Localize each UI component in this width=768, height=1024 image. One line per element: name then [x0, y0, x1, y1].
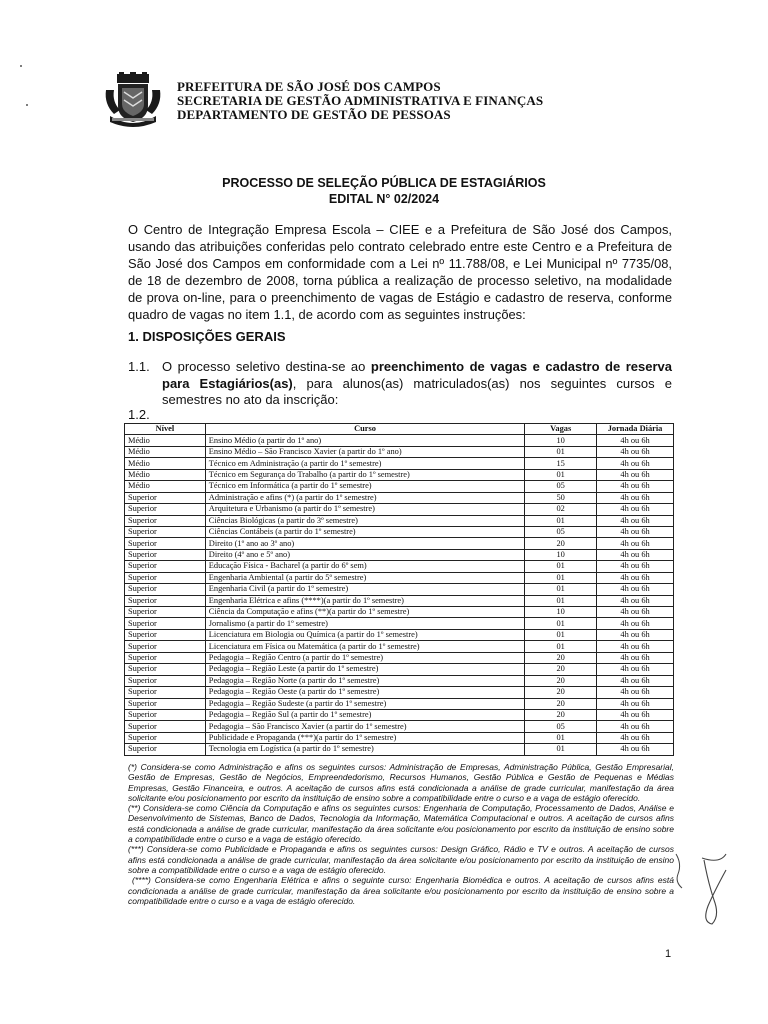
cell-course: Tecnologia em Logística (a partir do 1º semestre): [205, 744, 525, 755]
cell-vacancies: 01: [525, 732, 597, 743]
cell-course: Pedagogia – Região Norte (a partir do 1º semestre): [205, 675, 525, 686]
cell-workday: 4h ou 6h: [597, 549, 674, 560]
cell-workday: 4h ou 6h: [597, 572, 674, 583]
coat-of-arms-icon: [104, 72, 162, 128]
item-1-1-text: [162, 359, 672, 409]
cell-course: Administração e afins (*) (a partir do 1º semestre): [205, 492, 525, 503]
cell-workday: 4h ou 6h: [597, 652, 674, 663]
table-body: [125, 435, 674, 755]
scan-speck: [20, 65, 22, 67]
cell-level: Superior: [125, 618, 206, 629]
cell-vacancies: 01: [525, 572, 597, 583]
cell-vacancies: 05: [525, 481, 597, 492]
table-row: [125, 732, 674, 743]
cell-workday: 4h ou 6h: [597, 481, 674, 492]
item-text-post: , para alunos(as) matriculados(as) nos seguintes cursos e semestres no ato da inscrição:: [162, 375, 672, 408]
cell-workday: 4h ou 6h: [597, 538, 674, 549]
cell-level: Médio: [125, 458, 206, 469]
table-row: [125, 641, 674, 652]
table-row: [125, 652, 674, 663]
table-row: [125, 607, 674, 618]
edital-number: EDITAL N° 02/2024: [328, 192, 440, 206]
scan-speck: [26, 104, 28, 106]
cell-course: Direito (4º ano e 5º ano): [205, 549, 525, 560]
footnote: (*) Considera-se como Administração e afins os seguintes cursos: Administração de Empresas, Administração Pública, Gestão Empresarial, Gestão de Empresas, Gestão de Negócios, Empreendedorismo, Recursos Humanos, Gestão Pública e Gestão de Pequenas e Médias Empresas, Gestão Financeira, e outros. A aceitação de cursos afins está condicionada a análise de grade curricular, manifestação da área solicitante e/ou posicionamento por escrito da instituição de ensino sobre a compatibilidade entre o curso e a vaga de estágio oferecido.: [128, 762, 674, 803]
cell-vacancies: 01: [525, 595, 597, 606]
cell-level: Superior: [125, 538, 206, 549]
cell-vacancies: 20: [525, 687, 597, 698]
column-header-level: Nível: [125, 424, 206, 435]
cell-vacancies: 20: [525, 709, 597, 720]
cell-vacancies: 05: [525, 526, 597, 537]
column-header-workday: Jornada Diária: [597, 424, 674, 435]
item-1-1: [128, 359, 672, 409]
cell-course: Ensino Médio – São Francisco Xavier (a partir do 1º ano): [205, 446, 525, 457]
cell-course: Ciências Contábeis (a partir do 1º semestre): [205, 526, 525, 537]
cell-workday: 4h ou 6h: [597, 687, 674, 698]
table-row: [125, 618, 674, 629]
cell-course: Engenharia Elétrica e afins (****)(a partir do 1º semestre): [205, 595, 525, 606]
vacancies-table: [124, 423, 674, 756]
cell-level: Superior: [125, 504, 206, 515]
table-row: [125, 504, 674, 515]
cell-level: Superior: [125, 664, 206, 675]
table-row: [125, 595, 674, 606]
cell-level: Superior: [125, 607, 206, 618]
item-1-2-number: 1.2.: [128, 407, 150, 422]
cell-level: Médio: [125, 446, 206, 457]
page-number: 1: [665, 948, 672, 960]
cell-level: Superior: [125, 732, 206, 743]
cell-level: Superior: [125, 744, 206, 755]
table-row: [125, 492, 674, 503]
column-header-vacancies: Vagas: [525, 424, 597, 435]
cell-vacancies: 20: [525, 664, 597, 675]
table-row: [125, 549, 674, 560]
cell-level: Superior: [125, 515, 206, 526]
cell-workday: 4h ou 6h: [597, 504, 674, 515]
cell-level: Médio: [125, 469, 206, 480]
table-row: [125, 572, 674, 583]
cell-vacancies: 05: [525, 721, 597, 732]
cell-vacancies: 01: [525, 618, 597, 629]
section-heading: 1. DISPOSIÇÕES GERAIS: [128, 329, 286, 344]
cell-workday: 4h ou 6h: [597, 641, 674, 652]
cell-vacancies: 20: [525, 538, 597, 549]
cell-level: Superior: [125, 721, 206, 732]
table-row: [125, 538, 674, 549]
cell-course: Direito (1º ano ao 3º ano): [205, 538, 525, 549]
cell-workday: 4h ou 6h: [597, 618, 674, 629]
intro-paragraph: O Centro de Integração Empresa Escola – CIEE e a Prefeitura de São José dos Campos, usando das atribuições conferidas pelo contrato celebrado entre este Centro e a Prefeitura de São José dos Campos em conformidade com a Lei nº 11.788/08, e Lei Municipal nº 7735/08, de 18 de dezembro de 2008, torna pública a realização de processo seletivo, na modalidade de prova on-line, para o preenchimento de vagas de Estágio e cadastro de reserva, conforme quadro de vagas no item 1.1, de acordo com as seguintes instruções:: [128, 222, 672, 322]
cell-workday: 4h ou 6h: [597, 435, 674, 446]
cell-workday: 4h ou 6h: [597, 721, 674, 732]
column-header-course: Curso: [205, 424, 525, 435]
cell-level: Superior: [125, 687, 206, 698]
cell-vacancies: 50: [525, 492, 597, 503]
table-row: [125, 698, 674, 709]
cell-course: Ensino Médio (a partir do 1º ano): [205, 435, 525, 446]
cell-workday: 4h ou 6h: [597, 744, 674, 755]
table-row: [125, 561, 674, 572]
cell-vacancies: 01: [525, 561, 597, 572]
cell-workday: 4h ou 6h: [597, 469, 674, 480]
table-row: [125, 675, 674, 686]
document-title: PROCESSO DE SELEÇÃO PÚBLICA DE ESTAGIÁRIOS: [222, 176, 546, 190]
cell-workday: 4h ou 6h: [597, 607, 674, 618]
cell-course: Pedagogia – Região Sudeste (a partir do 1º semestre): [205, 698, 525, 709]
organization-header: [177, 80, 543, 122]
cell-workday: 4h ou 6h: [597, 675, 674, 686]
cell-course: Publicidade e Propaganda (***)(a partir do 1º semestre): [205, 732, 525, 743]
cell-level: Superior: [125, 709, 206, 720]
cell-course: Arquitetura e Urbanismo (a partir do 1º semestre): [205, 504, 525, 515]
cell-workday: 4h ou 6h: [597, 698, 674, 709]
cell-level: Médio: [125, 481, 206, 492]
cell-workday: 4h ou 6h: [597, 709, 674, 720]
cell-vacancies: 10: [525, 549, 597, 560]
cell-course: Licenciatura em Biologia ou Química (a partir do 1º semestre): [205, 629, 525, 640]
table-row: [125, 629, 674, 640]
cell-vacancies: 20: [525, 652, 597, 663]
cell-workday: 4h ou 6h: [597, 561, 674, 572]
table-header-row: [125, 424, 674, 435]
cell-vacancies: 01: [525, 744, 597, 755]
cell-vacancies: 01: [525, 469, 597, 480]
footnotes: [128, 762, 674, 906]
cell-level: Superior: [125, 641, 206, 652]
cell-vacancies: 10: [525, 607, 597, 618]
footnote: (***) Considera-se como Publicidade e Propaganda e afins os seguintes cursos: Design Gráfico, Rádio e TV e outros. A aceitação de cursos afins está condicionada a análise de grade curricular, manifestação da área solicitante e/ou posicionamento por escrito da instituição de ensino sobre a compatibilidade entre o curso e a vaga de estágio oferecido.: [128, 844, 674, 875]
table-row: [125, 435, 674, 446]
cell-level: Superior: [125, 675, 206, 686]
table-row: [125, 469, 674, 480]
cell-level: Superior: [125, 549, 206, 560]
cell-course: Pedagogia – Região Sul (a partir do 1º semestre): [205, 709, 525, 720]
cell-level: Superior: [125, 652, 206, 663]
footnote: (**) Considera-se como Ciência da Computação e afins os seguintes cursos: Engenharia de Computação, Processamento de Dados, Análise e Desenvolvimento de Sistemas, Banco de Dados, Tecnologia da Informação, Matemática Computacional e outros. A aceitação de cursos afins está condicionada a análise de grade curricular, manifestação da área solicitante e/ou posicionamento por escrito da instituição de ensino sobre a compatibilidade entre o curso e a vaga de estágio oferecido.: [128, 803, 674, 845]
cell-workday: 4h ou 6h: [597, 526, 674, 537]
cell-level: Superior: [125, 584, 206, 595]
header-line-2: SECRETARIA DE GESTÃO ADMINISTRATIVA E FINANÇAS: [177, 93, 544, 108]
cell-level: Superior: [125, 526, 206, 537]
cell-vacancies: 01: [525, 629, 597, 640]
handwritten-initials: [672, 846, 732, 926]
cell-course: Ciência da Computação e afins (**)(a partir do 1º semestre): [205, 607, 525, 618]
cell-vacancies: 01: [525, 641, 597, 652]
cell-vacancies: 15: [525, 458, 597, 469]
header-line-1: PREFEITURA DE SÃO JOSÉ DOS CAMPOS: [177, 79, 441, 94]
cell-course: Engenharia Civil (a partir do 1º semestre): [205, 584, 525, 595]
cell-course: Técnico em Informática (a partir do 1º semestre): [205, 481, 525, 492]
table-row: [125, 458, 674, 469]
cell-vacancies: 20: [525, 675, 597, 686]
cell-workday: 4h ou 6h: [597, 515, 674, 526]
cell-level: Superior: [125, 572, 206, 583]
cell-course: Pedagogia – Região Centro (a partir do 1º semestre): [205, 652, 525, 663]
cell-level: Superior: [125, 492, 206, 503]
cell-course: Técnico em Segurança do Trabalho (a partir do 1º semestre): [205, 469, 525, 480]
cell-level: Superior: [125, 698, 206, 709]
cell-course: Engenharia Ambiental (a partir do 5º semestre): [205, 572, 525, 583]
table-row: [125, 721, 674, 732]
table-row: [125, 515, 674, 526]
item-text-bold: preenchimento de vagas e cadastro de reserva para Estagiários(as): [162, 359, 673, 391]
cell-workday: 4h ou 6h: [597, 629, 674, 640]
cell-course: Licenciatura em Física ou Matemática (a partir do 1º semestre): [205, 641, 525, 652]
table-row: [125, 687, 674, 698]
table-row: [125, 584, 674, 595]
cell-course: Educação Física - Bacharel (a partir do 6º sem): [205, 561, 525, 572]
cell-workday: 4h ou 6h: [597, 446, 674, 457]
header-line-3: DEPARTAMENTO DE GESTÃO DE PESSOAS: [177, 107, 451, 122]
cell-course: Pedagogia – Região Leste (a partir do 1º semestre): [205, 664, 525, 675]
table-row: [125, 526, 674, 537]
table-row: [125, 664, 674, 675]
cell-level: Superior: [125, 629, 206, 640]
cell-level: Superior: [125, 595, 206, 606]
footnote: (****) Considera-se como Engenharia Elétrica e afins o seguinte curso: Engenharia Biomédica e outros. A aceitação de cursos afins está condicionada a análise de grade curricular, manifestação da área solicitante e/ou posicionamento por escrito da instituição de ensino sobre a compatibilidade entre o curso e a vaga de estágio oferecido.: [128, 875, 674, 906]
item-number: 1.1.: [128, 359, 150, 374]
cell-workday: 4h ou 6h: [597, 595, 674, 606]
cell-vacancies: 20: [525, 698, 597, 709]
table-row: [125, 709, 674, 720]
table-row: [125, 446, 674, 457]
cell-workday: 4h ou 6h: [597, 664, 674, 675]
cell-vacancies: 01: [525, 446, 597, 457]
cell-course: Técnico em Administração (a partir do 1º semestre): [205, 458, 525, 469]
cell-course: Jornalismo (a partir do 1º semestre): [205, 618, 525, 629]
cell-course: Pedagogia – Região Oeste (a partir do 1º semestre): [205, 687, 525, 698]
item-text-pre: O processo seletivo destina-se ao: [162, 359, 371, 374]
cell-vacancies: 02: [525, 504, 597, 515]
cell-course: Ciências Biológicas (a partir do 3º semestre): [205, 515, 525, 526]
cell-workday: 4h ou 6h: [597, 492, 674, 503]
table-row: [125, 481, 674, 492]
cell-level: Superior: [125, 561, 206, 572]
cell-workday: 4h ou 6h: [597, 584, 674, 595]
cell-vacancies: 01: [525, 584, 597, 595]
table-row: [125, 744, 674, 755]
cell-workday: 4h ou 6h: [597, 732, 674, 743]
cell-workday: 4h ou 6h: [597, 458, 674, 469]
cell-vacancies: 01: [525, 515, 597, 526]
cell-vacancies: 10: [525, 435, 597, 446]
cell-level: Médio: [125, 435, 206, 446]
cell-course: Pedagogia – São Francisco Xavier (a partir do 1º semestre): [205, 721, 525, 732]
